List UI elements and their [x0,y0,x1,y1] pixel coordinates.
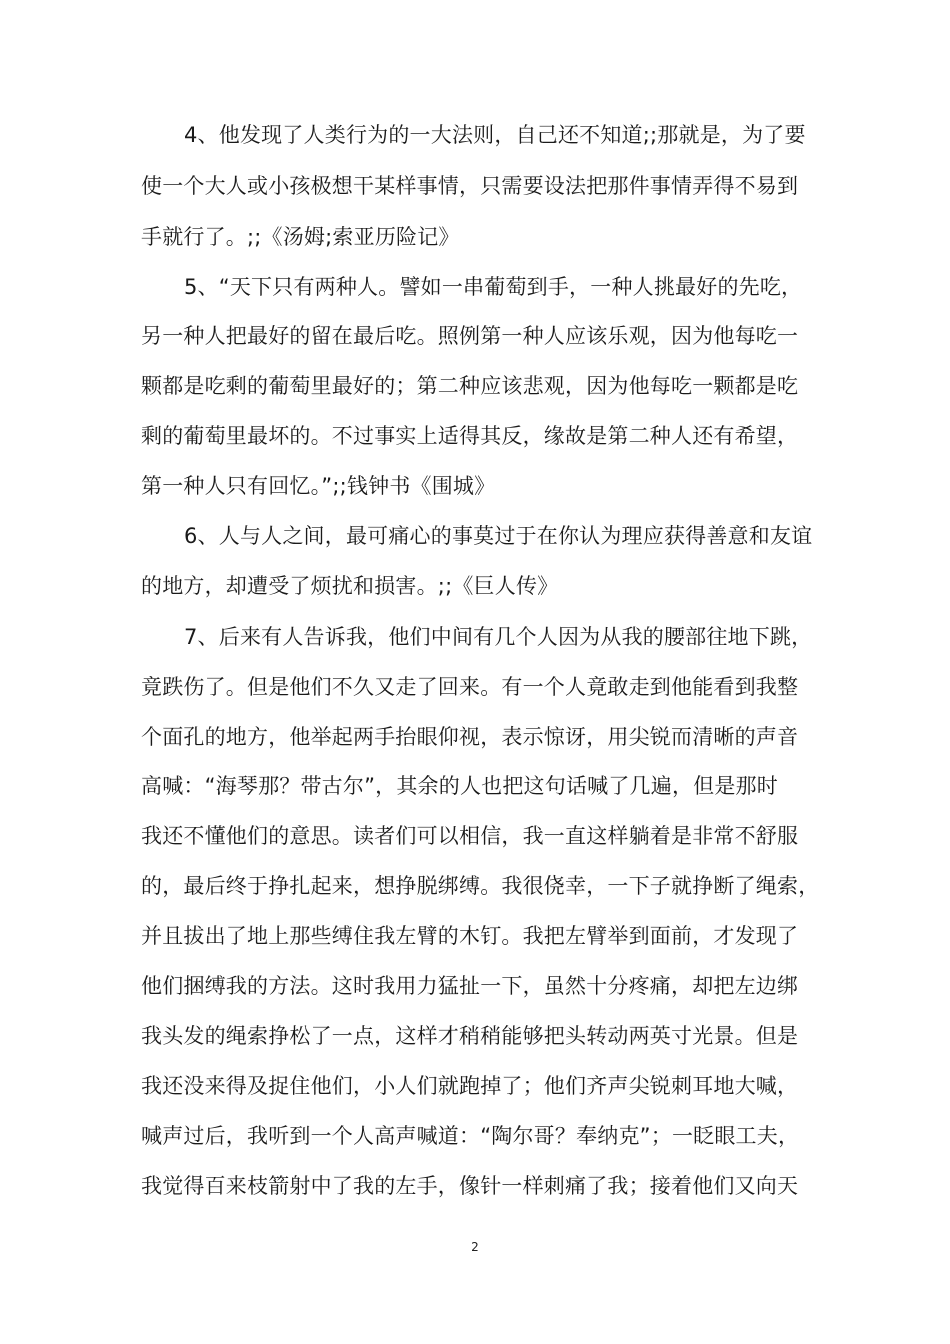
text-line: 使一个大人或小孩极想干某样事情，只需要设法把那件事情弄得不易到 [141,174,799,198]
page-number: 2 [471,1240,479,1254]
text-line: 我还不懂他们的意思。读者们可以相信，我一直这样躺着是非常不舒服 [141,824,799,848]
text-line: 他们捆缚我的方法。这时我用力猛扯一下，虽然十分疼痛，却把左边绑 [141,974,799,998]
text-line: 的，最后终于挣扎起来，想挣脱绑缚。我很侥幸，一下子就挣断了绳索， [141,874,820,898]
text-line: 高喊：“海琴那？带古尔”，其余的人也把这句话喊了几遍，但是那时 [141,774,778,798]
text-line: 手就行了。;;《汤姆;索亚历险记》 [141,225,460,249]
text-line: 另一种人把最好的留在最后吃。照例第一种人应该乐观，因为他每吃一 [141,324,799,348]
text-line: 颗都是吃剩的葡萄里最好的；第二种应该悲观，因为他每吃一颗都是吃 [141,374,799,398]
text-line: 我头发的绳索挣松了一点，这样才稍稍能够把头转动两英寸光景。但是 [141,1024,799,1048]
text-line: 个面孔的地方，他举起两手抬眼仰视，表示惊讶，用尖锐而清晰的声音 [141,725,799,749]
text-line: 我还没来得及捉住他们，小人们就跑掉了；他们齐声尖锐刺耳地大喊， [141,1074,799,1098]
text-line: 剩的葡萄里最坏的。不过事实上适得其反，缘故是第二种人还有希望， [141,424,799,448]
text-line: 竟跌伤了。但是他们不久又走了回来。有一个人竟敢走到他能看到我整 [141,675,799,699]
text-line: 第一种人只有回忆。”;;钱钟书《围城》 [141,474,496,498]
text-line: 并且拔出了地上那些缚住我左臂的木钉。我把左臂举到面前，才发现了 [141,924,799,948]
text-line: 6、人与人之间，最可痛心的事莫过于在你认为理应获得善意和友谊 [184,524,813,548]
text-line: 喊声过后，我听到一个人高声喊道：“陶尔哥？奉纳克”；一眨眼工夫， [141,1124,800,1148]
text-line: 5、“天下只有两种人。譬如一串葡萄到手，一种人挑最好的先吃， [184,275,803,299]
text-line: 4、他发现了人类行为的一大法则，自己还不知道;;那就是，为了要 [184,123,806,147]
text-line: 的地方，却遭受了烦扰和损害。;;《巨人传》 [141,574,559,598]
text-line: 我觉得百来枝箭射中了我的左手，像针一样刺痛了我；接着他们又向天 [141,1174,799,1198]
text-line: 7、后来有人告诉我，他们中间有几个人因为从我的腰部往地下跳， [184,625,813,649]
